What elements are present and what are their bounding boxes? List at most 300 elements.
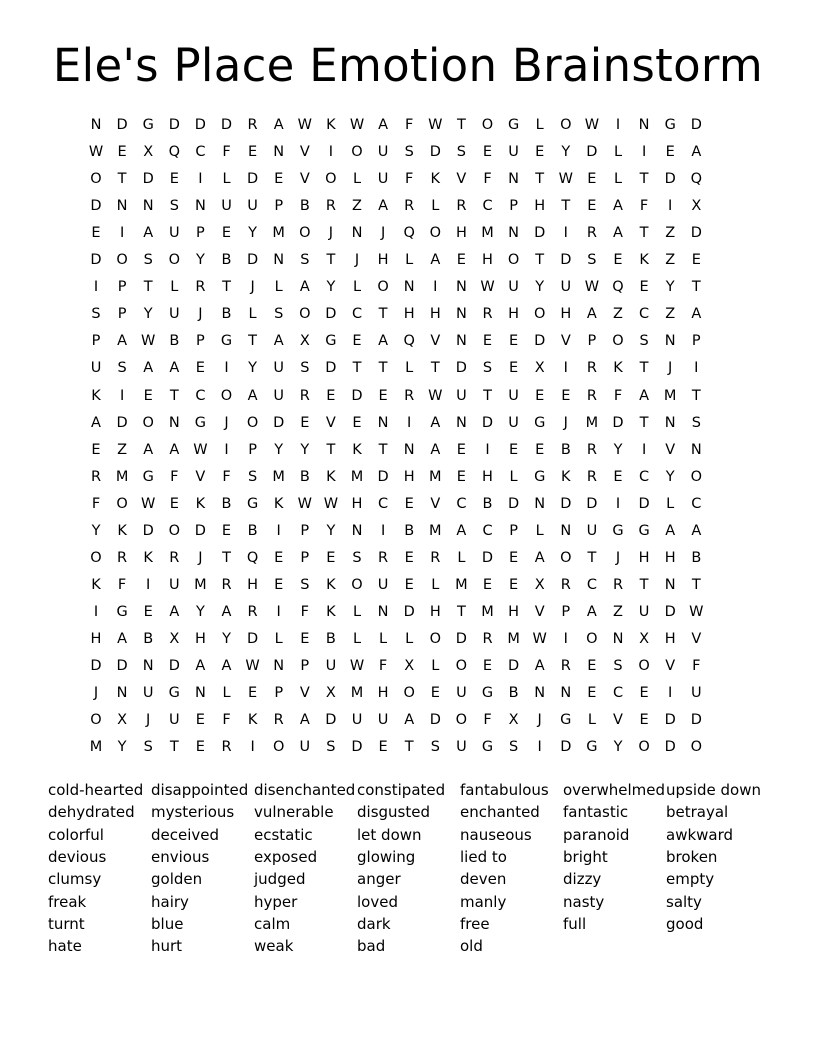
grid-letter: W xyxy=(480,279,495,296)
grid-letter: I xyxy=(563,630,568,647)
grid-letter: A xyxy=(456,522,467,539)
grid-letter: L xyxy=(352,279,362,296)
grid-letter: E xyxy=(326,387,336,404)
grid-letter: K xyxy=(326,576,336,593)
grid-letter: J xyxy=(224,414,229,431)
grid-letter: U xyxy=(299,739,311,756)
grid-letter: W xyxy=(689,603,704,620)
grid-letter: I xyxy=(198,171,203,188)
grid-letter: W xyxy=(428,117,443,133)
grid-letter: L xyxy=(431,576,440,593)
grid-letter: E xyxy=(613,468,623,485)
grid-letter: A xyxy=(586,603,597,620)
grid-letter: E xyxy=(378,739,388,756)
grid-letter: Q xyxy=(403,225,415,242)
grid-letter: R xyxy=(117,549,128,566)
grid-letter: W xyxy=(297,495,312,512)
grid-letter: N xyxy=(273,252,285,269)
grid-letter: U xyxy=(325,658,337,674)
grid-letter: Z xyxy=(665,225,676,242)
grid-letter: S xyxy=(117,360,127,377)
grid-letter: F xyxy=(639,198,649,215)
grid-letter: R xyxy=(378,549,389,566)
grid-letter: P xyxy=(691,333,701,350)
word-list-item: disgusted xyxy=(357,803,430,822)
grid-letter: E xyxy=(587,658,597,674)
grid-letter: R xyxy=(456,198,467,215)
grid-letter: R xyxy=(404,198,415,215)
grid-letter: W xyxy=(88,144,104,161)
grid-letter: S xyxy=(456,144,466,161)
grid-letter: I xyxy=(537,739,542,756)
grid-letter: B xyxy=(143,630,154,647)
grid-letter: O xyxy=(299,225,311,242)
grid-letter: L xyxy=(587,712,596,729)
grid-letter: J xyxy=(615,549,621,566)
grid-letter: V xyxy=(560,333,571,350)
grid-letter: E xyxy=(561,387,571,404)
grid-letter: M xyxy=(481,603,494,620)
grid-letter: D xyxy=(690,225,702,242)
grid-letter: L xyxy=(222,685,231,702)
grid-letter: A xyxy=(691,522,702,539)
grid-letter: A xyxy=(247,387,258,404)
grid-letter: Y xyxy=(665,279,675,296)
grid-letter: O xyxy=(220,387,233,404)
grid-letter: O xyxy=(90,712,102,729)
grid-letter: E xyxy=(456,468,466,485)
grid-letter: T xyxy=(639,576,649,593)
grid-letter: H xyxy=(560,306,572,323)
grid-letter: Y xyxy=(195,252,205,269)
grid-letter: A xyxy=(378,117,389,133)
grid-letter: S xyxy=(691,414,701,431)
grid-letter: U xyxy=(168,225,180,242)
grid-letter: J xyxy=(537,712,542,729)
grid-letter: L xyxy=(613,171,623,188)
grid-letter: T xyxy=(222,549,231,566)
grid-letter: D xyxy=(534,225,546,242)
grid-letter: T xyxy=(378,441,388,458)
grid-letter: I xyxy=(250,739,255,756)
grid-letter: I xyxy=(276,522,281,539)
grid-letter: I xyxy=(146,576,151,593)
grid-letter: E xyxy=(404,549,414,566)
grid-letter: D xyxy=(116,414,128,431)
grid-letter: E xyxy=(535,387,545,404)
grid-letter: H xyxy=(194,630,206,647)
grid-letter: F xyxy=(692,658,701,674)
grid-letter: W xyxy=(558,171,573,188)
grid-letter: R xyxy=(482,306,493,323)
grid-letter: G xyxy=(586,739,598,756)
grid-letter: E xyxy=(639,712,649,729)
grid-letter: V xyxy=(299,144,310,161)
grid-letter: D xyxy=(560,739,572,756)
grid-letter: P xyxy=(561,603,571,620)
grid-letter: M xyxy=(272,468,285,485)
grid-letter: E xyxy=(509,441,519,458)
grid-letter: H xyxy=(429,306,441,323)
grid-letter: L xyxy=(352,603,362,620)
grid-letter: G xyxy=(116,603,128,620)
grid-letter: O xyxy=(690,739,702,756)
grid-letter: N xyxy=(377,414,389,431)
grid-letter: W xyxy=(532,630,547,647)
grid-letter: V xyxy=(325,414,336,431)
grid-letter: B xyxy=(221,252,232,269)
grid-letter: K xyxy=(326,468,336,485)
grid-letter: I xyxy=(694,360,699,377)
word-list-item: hyper xyxy=(254,892,298,911)
grid-letter: H xyxy=(508,306,520,323)
grid-letter: V xyxy=(299,171,310,188)
grid-letter: T xyxy=(535,252,545,269)
grid-letter: D xyxy=(560,495,572,512)
grid-letter: U xyxy=(508,414,519,431)
grid-letter: A xyxy=(613,225,623,242)
grid-letter: T xyxy=(169,387,179,404)
grid-letter: E xyxy=(482,144,493,161)
word-list-item: devious xyxy=(48,847,107,866)
grid-letter: T xyxy=(639,225,649,242)
grid-letter: R xyxy=(482,630,493,647)
grid-letter: U xyxy=(377,144,389,161)
grid-letter: H xyxy=(482,468,493,485)
grid-letter: W xyxy=(193,441,208,458)
grid-letter: B xyxy=(299,198,310,215)
grid-letter: N xyxy=(638,117,650,133)
grid-letter: F xyxy=(91,495,101,512)
grid-letter: S xyxy=(326,739,336,756)
grid-letter: D xyxy=(560,252,572,269)
grid-letter: K xyxy=(143,549,153,566)
grid-letter: C xyxy=(195,387,206,404)
grid-letter: N xyxy=(90,117,102,133)
grid-letter: A xyxy=(143,441,154,458)
word-list-item: fantabulous xyxy=(460,781,549,799)
word-list-item: weak xyxy=(254,937,294,956)
grid-letter: U xyxy=(377,712,389,729)
grid-letter: E xyxy=(352,333,362,350)
grid-letter: L xyxy=(613,144,623,161)
grid-letter: O xyxy=(690,468,702,485)
grid-letter: N xyxy=(664,414,676,431)
grid-letter: F xyxy=(222,144,231,161)
grid-letter: M xyxy=(429,522,442,539)
grid-letter: O xyxy=(429,630,441,647)
grid-letter: R xyxy=(430,549,441,566)
grid-letter: T xyxy=(691,387,701,404)
grid-letter: A xyxy=(378,198,389,215)
grid-letter: O xyxy=(533,306,546,323)
grid-letter: I xyxy=(224,360,229,377)
grid-letter: D xyxy=(247,252,259,269)
grid-letter: D xyxy=(690,712,702,729)
grid-letter: B xyxy=(482,495,493,512)
grid-letter: T xyxy=(561,198,571,215)
grid-letter: W xyxy=(584,279,600,296)
grid-letter: A xyxy=(169,360,180,377)
grid-letter: E xyxy=(509,549,519,566)
grid-letter: N xyxy=(664,333,676,350)
word-list-item: blue xyxy=(151,914,184,933)
grid-letter: X xyxy=(691,198,702,215)
grid-letter: M xyxy=(194,576,207,593)
grid-letter: D xyxy=(586,144,598,161)
grid-letter: L xyxy=(431,198,440,215)
grid-letter: K xyxy=(326,603,336,620)
grid-letter: N xyxy=(116,198,128,215)
grid-letter: C xyxy=(378,495,389,512)
grid-letter: G xyxy=(481,739,494,756)
grid-letter: B xyxy=(404,522,415,539)
grid-letter: W xyxy=(297,117,312,133)
grid-letter: R xyxy=(221,739,232,756)
grid-letter: R xyxy=(221,576,232,593)
grid-letter: I xyxy=(563,360,568,377)
grid-letter: H xyxy=(403,306,415,323)
grid-letter: L xyxy=(222,171,231,188)
grid-letter: F xyxy=(405,117,414,133)
grid-letter: E xyxy=(456,441,466,458)
grid-letter: Z xyxy=(613,306,623,323)
grid-letter: K xyxy=(430,171,441,188)
grid-letter: A xyxy=(273,117,284,133)
grid-letter: T xyxy=(691,279,701,296)
grid-letter: K xyxy=(247,712,258,729)
grid-letter: A xyxy=(613,198,623,215)
grid-letter: E xyxy=(274,549,284,566)
grid-letter: N xyxy=(560,522,572,539)
grid-letter: R xyxy=(247,117,258,133)
grid-letter: E xyxy=(352,414,362,431)
grid-letter: D xyxy=(508,495,520,512)
grid-letter: U xyxy=(508,144,519,161)
grid-letter: I xyxy=(224,441,229,458)
grid-letter: P xyxy=(509,198,518,215)
grid-letter: I xyxy=(641,441,647,458)
grid-letter: S xyxy=(352,549,362,566)
grid-letter: E xyxy=(535,144,545,161)
grid-letter: F xyxy=(117,576,127,593)
grid-letter: T xyxy=(169,739,179,756)
grid-letter: F xyxy=(378,658,388,674)
grid-letter: Y xyxy=(222,630,231,647)
grid-letter: N xyxy=(455,333,467,350)
word-list-item: salty xyxy=(666,892,702,911)
grid-letter: N xyxy=(377,603,389,620)
grid-letter: E xyxy=(639,685,649,702)
grid-letter: W xyxy=(349,658,365,674)
grid-letter: V xyxy=(430,333,441,350)
word-list-item: awkward xyxy=(666,825,734,844)
grid-letter: D xyxy=(220,117,233,133)
grid-letter: Y xyxy=(665,468,675,485)
grid-letter: P xyxy=(91,333,101,350)
grid-letter: R xyxy=(404,387,415,404)
grid-letter: L xyxy=(274,279,283,296)
grid-letter: Q xyxy=(690,171,702,188)
grid-letter: R xyxy=(247,603,258,620)
grid-letter: M xyxy=(350,685,364,702)
grid-letter: F xyxy=(300,603,309,620)
grid-letter: E xyxy=(509,333,519,350)
grid-letter: I xyxy=(119,225,125,242)
word-list-item: mysterious xyxy=(151,803,235,822)
grid-letter: Y xyxy=(300,441,310,458)
grid-letter: N xyxy=(455,414,467,431)
grid-letter: S xyxy=(639,333,649,350)
grid-letter: R xyxy=(195,279,206,296)
grid-letter: E xyxy=(613,252,623,269)
grid-letter: O xyxy=(272,739,285,756)
grid-letter: M xyxy=(272,225,285,242)
grid-letter: E xyxy=(91,441,101,458)
grid-letter: E xyxy=(509,360,519,377)
grid-letter: T xyxy=(326,441,336,458)
grid-letter: D xyxy=(325,712,337,729)
grid-letter: S xyxy=(143,739,153,756)
grid-letter: I xyxy=(93,279,99,296)
grid-letter: L xyxy=(248,306,257,323)
grid-letter: Y xyxy=(613,739,623,756)
grid-letter: K xyxy=(91,576,101,593)
grid-letter: R xyxy=(299,387,310,404)
grid-letter: A xyxy=(117,630,128,647)
grid-letter: L xyxy=(405,630,414,647)
grid-letter: N xyxy=(508,171,520,188)
grid-letter: E xyxy=(195,360,205,377)
grid-letter: S xyxy=(169,198,179,215)
grid-letter: F xyxy=(170,468,179,485)
grid-letter: G xyxy=(638,522,650,539)
grid-letter: X xyxy=(169,630,180,647)
grid-letter: O xyxy=(560,549,572,566)
grid-letter: T xyxy=(691,576,701,593)
grid-letter: P xyxy=(509,522,518,539)
grid-letter: B xyxy=(221,495,232,512)
grid-letter: E xyxy=(195,739,205,756)
word-list-item: paranoid xyxy=(563,825,630,844)
grid-letter: A xyxy=(169,603,180,620)
word-list-item: golden xyxy=(151,870,203,889)
grid-letter: R xyxy=(612,576,624,593)
grid-letter: T xyxy=(535,171,545,188)
grid-letter: D xyxy=(403,603,415,620)
grid-letter: I xyxy=(276,603,281,620)
grid-letter: O xyxy=(455,712,468,729)
word-list-item: lied to xyxy=(460,847,507,866)
grid-letter: O xyxy=(116,495,128,512)
grid-letter: D xyxy=(273,414,285,431)
grid-letter: O xyxy=(168,522,180,539)
grid-letter: R xyxy=(560,658,571,674)
grid-letter: N xyxy=(194,198,206,215)
grid-letter: J xyxy=(93,685,99,702)
grid-letter: I xyxy=(668,685,673,702)
grid-letter: S xyxy=(91,306,101,323)
grid-letter: V xyxy=(665,441,676,458)
grid-letter: R xyxy=(273,712,284,729)
grid-letter: D xyxy=(325,360,337,377)
grid-letter: L xyxy=(457,549,466,566)
grid-letter: O xyxy=(612,333,624,350)
grid-letter: N xyxy=(194,685,206,702)
grid-letter: N xyxy=(508,225,520,242)
grid-letter: H xyxy=(403,468,415,485)
grid-letter: T xyxy=(430,360,440,377)
grid-letter: D xyxy=(116,658,128,674)
grid-letter: E xyxy=(404,495,414,512)
grid-letter: Z xyxy=(117,441,128,458)
grid-letter: B xyxy=(221,306,232,323)
grid-letter: V xyxy=(691,630,702,647)
grid-letter: T xyxy=(352,360,362,377)
grid-letter: B xyxy=(560,441,571,458)
grid-letter: U xyxy=(638,603,650,620)
word-list-item: disenchanted xyxy=(254,781,356,799)
grid-letter: D xyxy=(664,712,676,729)
grid-letter: O xyxy=(351,144,363,161)
grid-letter: N xyxy=(403,441,415,458)
grid-letter: H xyxy=(90,630,102,647)
grid-letter: P xyxy=(274,685,284,702)
grid-letter: N xyxy=(534,495,546,512)
grid-letter: I xyxy=(485,441,490,458)
grid-letter: A xyxy=(691,144,702,161)
grid-letter: A xyxy=(299,712,310,729)
grid-letter: D xyxy=(481,414,494,431)
grid-letter: J xyxy=(354,252,360,269)
grid-letter: E xyxy=(456,252,466,269)
grid-letter: O xyxy=(168,252,180,269)
word-list-item: enchanted xyxy=(460,803,540,822)
word-list-item: bad xyxy=(357,937,386,956)
grid-letter: V xyxy=(299,685,310,702)
grid-letter: U xyxy=(560,279,572,296)
grid-letter: E xyxy=(482,658,493,674)
grid-letter: Y xyxy=(143,306,153,323)
grid-letter: T xyxy=(143,279,153,296)
grid-letter: A xyxy=(221,658,232,674)
grid-letter: H xyxy=(664,549,676,566)
grid-letter: Q xyxy=(168,144,180,161)
grid-letter: D xyxy=(325,306,337,323)
grid-letter: E xyxy=(482,576,493,593)
grid-letter: M xyxy=(507,630,520,647)
grid-letter: D xyxy=(194,522,206,539)
word-list-item: calm xyxy=(254,914,291,933)
word-list-item: colorful xyxy=(48,825,104,844)
grid-letter: K xyxy=(91,387,101,404)
grid-letter: E xyxy=(91,225,101,242)
grid-letter: Y xyxy=(535,279,545,296)
grid-letter: P xyxy=(300,522,310,539)
grid-letter: G xyxy=(168,685,180,702)
grid-letter: H xyxy=(351,495,363,512)
grid-letter: T xyxy=(404,739,414,756)
grid-letter: S xyxy=(300,360,310,377)
grid-letter: R xyxy=(586,441,597,458)
word-list-item: anger xyxy=(357,870,401,889)
grid-letter: S xyxy=(274,306,284,323)
grid-letter: Z xyxy=(352,198,362,215)
grid-letter: A xyxy=(665,522,676,539)
grid-letter: U xyxy=(168,306,180,323)
grid-letter: R xyxy=(560,576,571,593)
grid-letter: Y xyxy=(248,225,258,242)
